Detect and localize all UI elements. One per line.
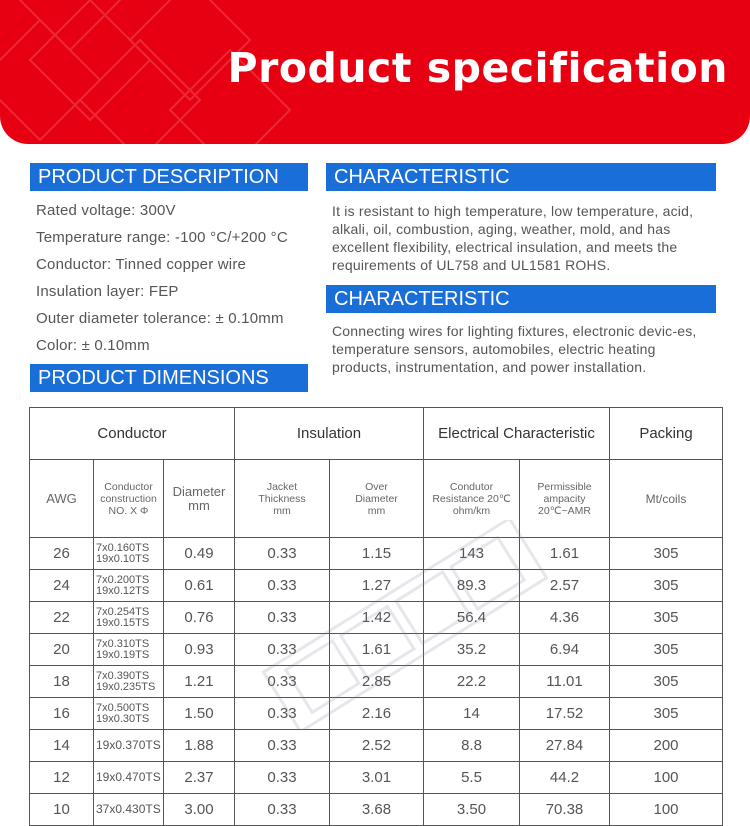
desc-rated-voltage: Rated voltage: 300V xyxy=(36,202,176,219)
cell-ampacity: 4.36 xyxy=(520,602,610,634)
sub-diameter-1: Diameter xyxy=(172,483,226,499)
cell-packing: 305 xyxy=(610,666,723,698)
construction-line-1: 7x0.500TS xyxy=(96,701,150,714)
cell-diameter: 0.93 xyxy=(164,634,235,666)
cell-resistance: 143 xyxy=(424,538,520,570)
cell-over-diameter: 3.01 xyxy=(330,762,424,794)
characteristic-text-2: Connecting wires for lighting fixtures, electronic devic-es, temperature sensors, automobiles, electric heating products, instrumentation, and power installation. xyxy=(332,323,697,375)
cell-ampacity: 11.01 xyxy=(520,666,610,698)
construction-line-2: 19x0.19TS xyxy=(96,648,150,661)
cell-diameter: 1.21 xyxy=(164,666,235,698)
cell-jacket-thickness: 0.33 xyxy=(235,794,330,826)
cell-over-diameter: 1.42 xyxy=(330,602,424,634)
spec-table xyxy=(29,407,723,826)
cell-packing: 305 xyxy=(610,634,723,666)
cell-packing: 200 xyxy=(610,730,723,762)
product-description-list xyxy=(36,200,326,362)
sub-resistance-3: ohm/km xyxy=(452,504,491,517)
table-row xyxy=(30,730,723,762)
cell-ampacity: 17.52 xyxy=(520,698,610,730)
characteristic-header-2: CHARACTERISTIC xyxy=(326,285,716,313)
cell-resistance: 3.50 xyxy=(424,794,520,826)
cell-awg: 24 xyxy=(30,570,94,602)
cell-awg: 14 xyxy=(30,730,94,762)
cell-ampacity: 27.84 xyxy=(520,730,610,762)
sub-awg: AWG xyxy=(30,460,94,538)
cell-over-diameter: 2.16 xyxy=(330,698,424,730)
desc-temperature-range: Temperature range: -100 °C/+200 °C xyxy=(36,229,288,246)
sub-resistance-2: Resistance 20℃ xyxy=(432,492,511,505)
cell-packing: 305 xyxy=(610,698,723,730)
cell-resistance: 56.4 xyxy=(424,602,520,634)
cell-diameter: 2.37 xyxy=(164,762,235,794)
cell-over-diameter: 2.85 xyxy=(330,666,424,698)
construction-line-1: 7x0.160TS xyxy=(96,541,150,554)
cell-jacket-thickness: 0.33 xyxy=(235,730,330,762)
cell-construction xyxy=(94,794,164,826)
table-sub-header-row xyxy=(30,460,723,538)
sub-jacket-1: Jacket xyxy=(266,480,298,493)
cell-construction xyxy=(94,538,164,570)
construction-line-2: 19x0.235TS xyxy=(96,680,156,693)
table-row xyxy=(30,634,723,666)
cell-jacket-thickness: 0.33 xyxy=(235,666,330,698)
cell-awg: 20 xyxy=(30,634,94,666)
cell-resistance: 35.2 xyxy=(424,634,520,666)
cell-awg: 18 xyxy=(30,666,94,698)
construction-line-1: 19x0.470TS xyxy=(96,770,161,784)
sub-ampacity xyxy=(520,460,610,538)
construction-line-1: 37x0.430TS xyxy=(96,802,161,816)
cell-construction xyxy=(94,602,164,634)
cell-jacket-thickness: 0.33 xyxy=(235,698,330,730)
cell-jacket-thickness: 0.33 xyxy=(235,602,330,634)
banner xyxy=(0,0,750,144)
cell-diameter: 3.00 xyxy=(164,794,235,826)
sub-over-2: Diameter xyxy=(355,492,398,505)
banner-title: Product specification xyxy=(227,44,728,92)
sub-ampacity-1: Permissible xyxy=(537,480,592,493)
desc-insulation-layer: Insulation layer: FEP xyxy=(36,283,179,300)
characteristic-text-1: It is resistant to high temperature, low temperature, acid, alkali, oil, combustion, aging, weather, mold, and has excellent flexibility, electrical insulation, and meets the requirements of UL758 and UL1581 ROHS. xyxy=(332,203,694,273)
table-row xyxy=(30,762,723,794)
desc-color: Color: ± 0.10mm xyxy=(36,337,150,354)
cell-diameter: 0.76 xyxy=(164,602,235,634)
cell-resistance: 5.5 xyxy=(424,762,520,794)
cell-ampacity: 44.2 xyxy=(520,762,610,794)
construction-line-1: 7x0.200TS xyxy=(96,573,150,586)
group-electrical: Electrical Characteristic xyxy=(424,408,610,460)
sub-construction xyxy=(94,460,164,538)
cell-jacket-thickness: 0.33 xyxy=(235,762,330,794)
group-packing: Packing xyxy=(610,408,723,460)
sub-ampacity-3: 20℃~AMR xyxy=(538,504,591,517)
table-row xyxy=(30,698,723,730)
cell-jacket-thickness: 0.33 xyxy=(235,538,330,570)
product-dimensions-header: PRODUCT DIMENSIONS xyxy=(30,364,308,392)
sub-construction-3: NO. X Φ xyxy=(108,504,149,517)
cell-resistance: 89.3 xyxy=(424,570,520,602)
cell-construction xyxy=(94,570,164,602)
cell-over-diameter: 1.15 xyxy=(330,538,424,570)
cell-construction xyxy=(94,698,164,730)
table-group-header-row xyxy=(30,408,723,460)
construction-line-2: 19x0.30TS xyxy=(96,712,150,725)
cell-resistance: 14 xyxy=(424,698,520,730)
cell-awg: 12 xyxy=(30,762,94,794)
cell-over-diameter: 2.52 xyxy=(330,730,424,762)
sub-diameter-2: mm xyxy=(188,497,210,513)
cell-packing: 100 xyxy=(610,762,723,794)
construction-line-2: 19x0.12TS xyxy=(96,584,150,597)
cell-resistance: 8.8 xyxy=(424,730,520,762)
group-conductor: Conductor xyxy=(30,408,235,460)
cell-over-diameter: 1.61 xyxy=(330,634,424,666)
construction-line-2: 19x0.10TS xyxy=(96,552,150,565)
cell-diameter: 0.61 xyxy=(164,570,235,602)
cell-resistance: 22.2 xyxy=(424,666,520,698)
cell-ampacity: 70.38 xyxy=(520,794,610,826)
cell-awg: 10 xyxy=(30,794,94,826)
construction-line-1: 19x0.370TS xyxy=(96,738,161,752)
construction-line-1: 7x0.254TS xyxy=(96,605,150,618)
cell-ampacity: 6.94 xyxy=(520,634,610,666)
sub-construction-1: Conductor xyxy=(104,480,153,493)
cell-awg: 26 xyxy=(30,538,94,570)
cell-diameter: 0.49 xyxy=(164,538,235,570)
construction-line-1: 7x0.310TS xyxy=(96,637,150,650)
cell-awg: 22 xyxy=(30,602,94,634)
cell-construction xyxy=(94,762,164,794)
sub-resistance-1: Condutor xyxy=(449,480,494,493)
sub-construction-2: construction xyxy=(100,492,157,505)
cell-packing: 100 xyxy=(610,794,723,826)
sub-ampacity-2: ampacity xyxy=(543,492,586,505)
cell-over-diameter: 3.68 xyxy=(330,794,424,826)
cell-ampacity: 1.61 xyxy=(520,538,610,570)
cell-jacket-thickness: 0.33 xyxy=(235,570,330,602)
product-description-header: PRODUCT DESCRIPTION xyxy=(30,163,308,191)
cell-awg: 16 xyxy=(30,698,94,730)
sub-diameter xyxy=(164,460,235,538)
sub-jacket xyxy=(235,460,330,538)
construction-line-2: 19x0.15TS xyxy=(96,616,150,629)
desc-outer-diameter-tolerance: Outer diameter tolerance: ± 0.10mm xyxy=(36,310,284,327)
cell-packing: 305 xyxy=(610,602,723,634)
cell-construction xyxy=(94,634,164,666)
group-insulation: Insulation xyxy=(235,408,424,460)
sub-over-1: Over xyxy=(365,480,388,493)
sub-packing: Mt/coils xyxy=(610,460,723,538)
cell-jacket-thickness: 0.33 xyxy=(235,634,330,666)
table-row xyxy=(30,570,723,602)
sub-jacket-3: mm xyxy=(273,504,291,517)
cell-over-diameter: 1.27 xyxy=(330,570,424,602)
cell-construction xyxy=(94,730,164,762)
cell-packing: 305 xyxy=(610,570,723,602)
sub-over-diameter xyxy=(330,460,424,538)
cell-ampacity: 2.57 xyxy=(520,570,610,602)
construction-line-1: 7x0.390TS xyxy=(96,669,150,682)
cell-diameter: 1.50 xyxy=(164,698,235,730)
table-row xyxy=(30,666,723,698)
table-row xyxy=(30,794,723,826)
desc-conductor: Conductor: Tinned copper wire xyxy=(36,256,247,273)
sub-resistance xyxy=(424,460,520,538)
cell-construction xyxy=(94,666,164,698)
sub-over-3: mm xyxy=(367,504,386,517)
cell-packing: 305 xyxy=(610,538,723,570)
table-row xyxy=(30,538,723,570)
cell-diameter: 1.88 xyxy=(164,730,235,762)
characteristic-header-1: CHARACTERISTIC xyxy=(326,163,716,191)
table-row xyxy=(30,602,723,634)
sub-jacket-2: Thickness xyxy=(258,492,306,505)
